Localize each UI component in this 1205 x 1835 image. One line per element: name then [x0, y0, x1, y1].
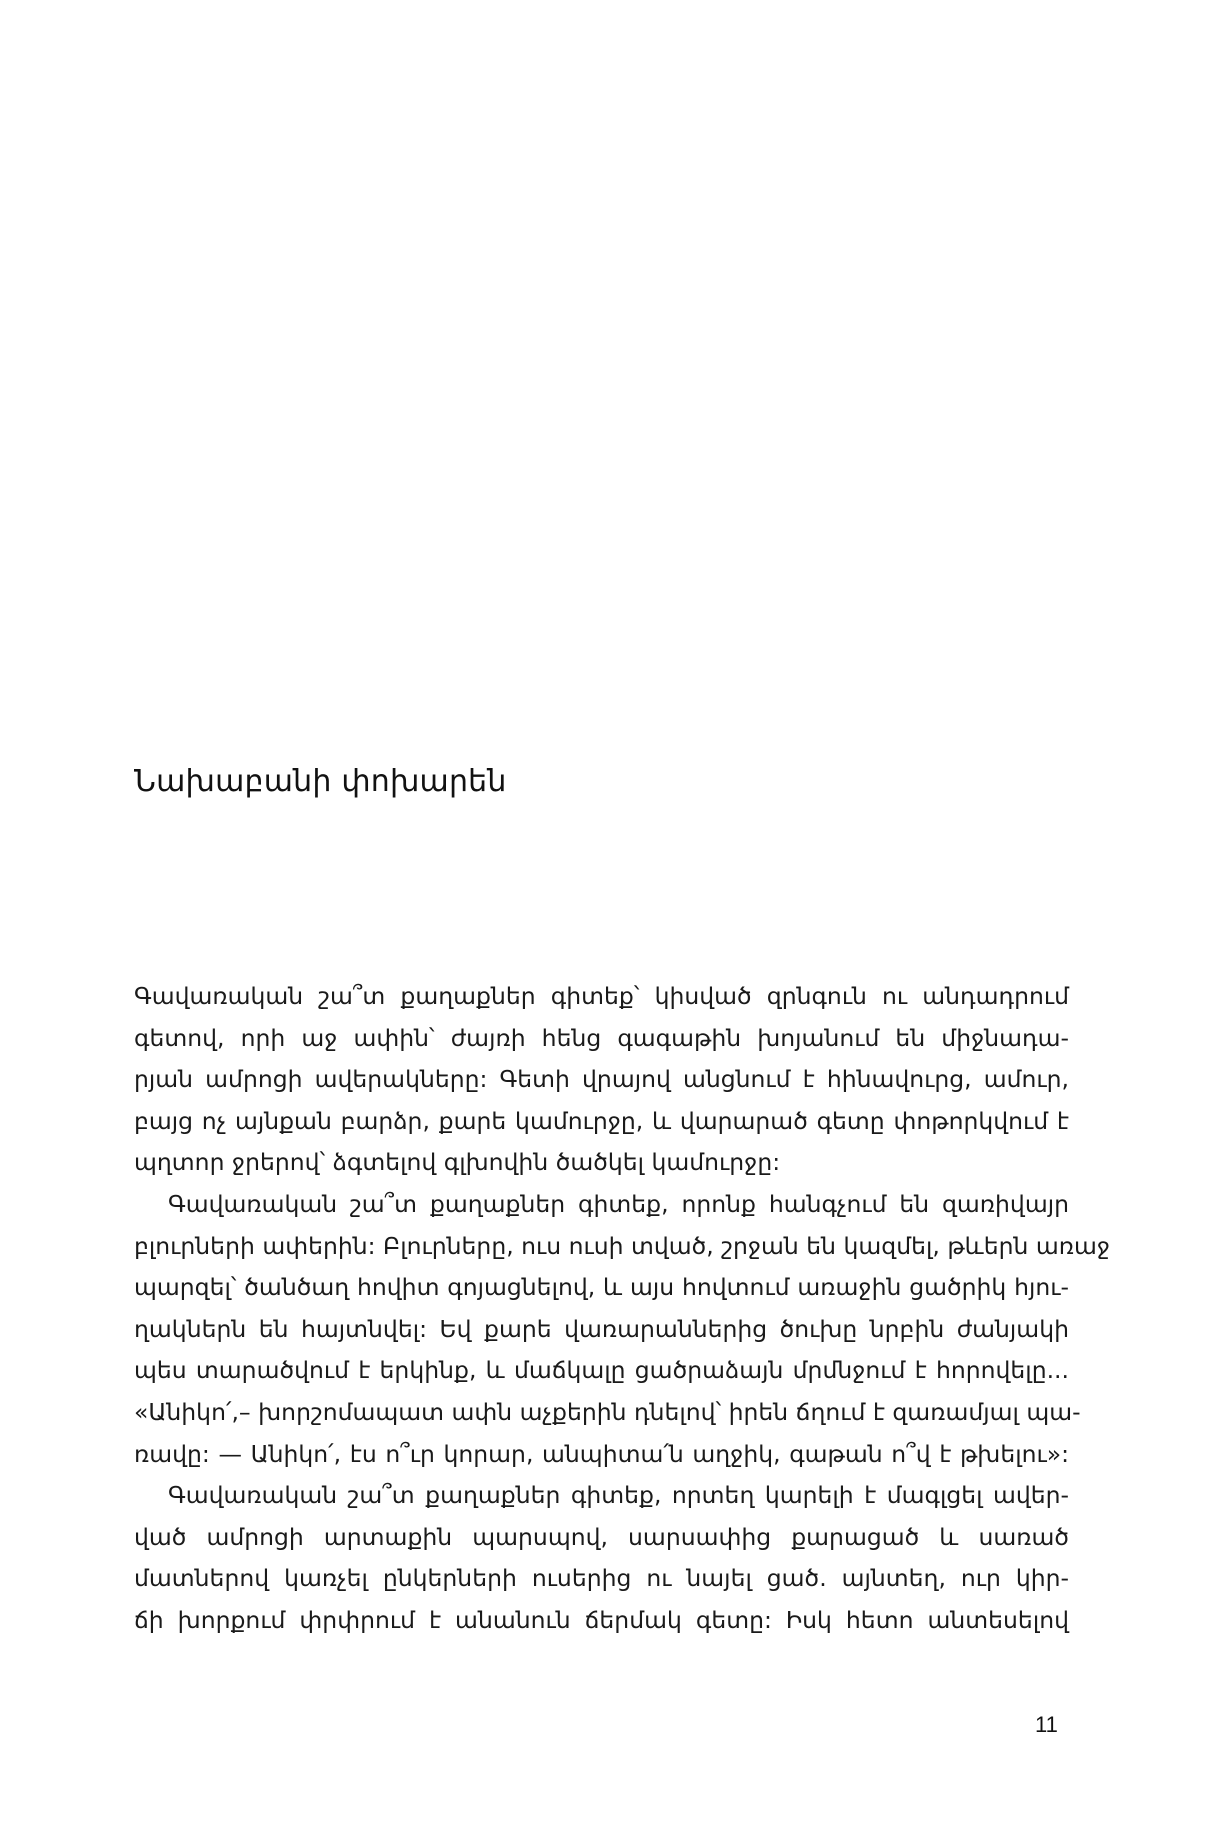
body-text	[134, 976, 1111, 1642]
text-line: ղակներն են հայտնվել: Եվ քարե վառարաններից ծուխը նրբին ժանյակի	[134, 1314, 1069, 1343]
text-line: Գավառական շա՞տ քաղաքներ գիտեք, որոնք հանգչում են զառիվայր	[168, 1189, 1069, 1218]
text-line: ված ամրոցի արտաքին պարսպով, սարսափից քարացած և սառած	[134, 1522, 1069, 1551]
text-line: բլուրների ափերին: Բլուրները, ուս ուսի տված, շրջան են կազմել, թևերն առաջ	[134, 1231, 1111, 1260]
text-line: րյան ամրոցի ավերակները: Գետի վրայով անցնում է հինավուրց, ամուր,	[134, 1065, 1069, 1094]
text-line: պես տարածվում է երկինք, և մաճկալը ցածրաձայն մրմնջում է հորովելը...	[134, 1356, 1069, 1385]
text-line: Գավառական շա՞տ քաղաքներ գիտեք՝ կիսված զրնգուն ու անդադրում	[134, 982, 1069, 1010]
page-number: 11	[1035, 1712, 1058, 1737]
text-line: ճի խորքում փրփրում է անանուն ճերմակ գետը: Իսկ հետո անտեսելով	[134, 1605, 1069, 1634]
text-line: ռավը: — Անիկո՛, էս ո՞ւր կորար, անպիտա՛ն աղջիկ, գաթան ո՞վ է թխելու»:	[134, 1439, 1069, 1468]
text-line: պղտոր ջրերով՝ ձգտելով գլխովին ծածկել կամուրջը:	[134, 1148, 781, 1177]
chapter-title: Նախաբանի փոխարեն	[134, 764, 507, 799]
text-line: Գավառական շա՞տ քաղաքներ գիտեք, որտեղ կարելի է մագլցել ավեր-	[168, 1481, 1069, 1510]
text-line: պարզել՝ ծանծաղ հովիտ գոյացնելով, և այս հովտում առաջին ցածրիկ հյու-	[134, 1273, 1069, 1302]
text-line: «Անիկո՛,– խորշոմապատ ափն աչքերին դնելով՝ իրեն ճղում է զառամյալ պա-	[134, 1397, 1081, 1426]
text-line: գետով, որի աջ ափին՝ ժայռի հենց գագաթին խոյանում են միջնադա-	[134, 1023, 1069, 1052]
text-line: մատներով կառչել ընկերների ուսերից ու նայել ցած. այնտեղ, ուր կիր-	[134, 1564, 1069, 1593]
text-line: բայց ոչ այնքան բարձր, քարե կամուրջը, և վարարած գետը փոթորկվում է	[134, 1106, 1069, 1135]
